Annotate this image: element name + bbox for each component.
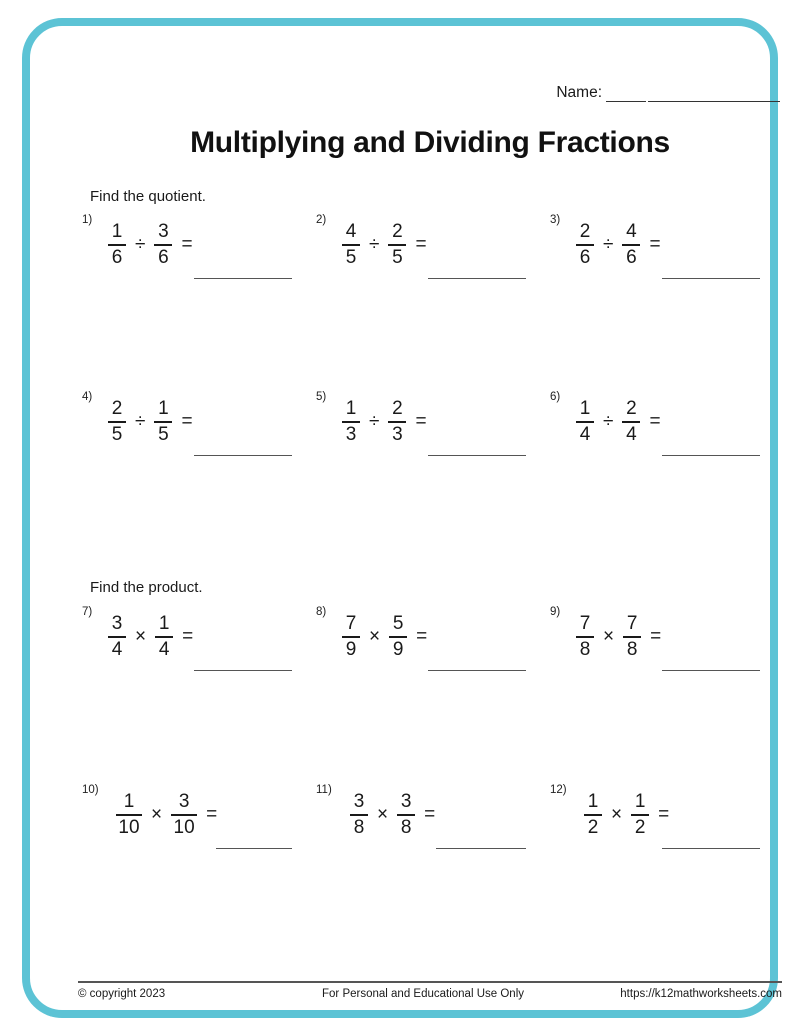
fraction-right xyxy=(622,222,640,268)
numerator: 2 xyxy=(392,221,403,243)
fraction-bar xyxy=(155,636,173,638)
operator-divide-icon: ÷ xyxy=(135,233,146,255)
fraction-bar xyxy=(108,244,126,246)
numerator: 4 xyxy=(626,221,637,243)
fraction-bar xyxy=(631,814,649,816)
equals-sign: = xyxy=(181,411,193,432)
problem-number: 2) xyxy=(316,214,327,226)
denominator: 10 xyxy=(173,816,195,838)
denominator: 4 xyxy=(158,638,170,660)
fraction-right xyxy=(622,399,640,445)
fraction-bar xyxy=(576,421,594,423)
numerator: 7 xyxy=(345,613,357,635)
answer-blank[interactable] xyxy=(216,848,292,849)
problem-number: 5) xyxy=(316,391,327,403)
numerator: 5 xyxy=(392,613,404,635)
numerator: 7 xyxy=(626,613,638,635)
worksheet-content xyxy=(78,66,782,1026)
numerator: 2 xyxy=(392,398,403,420)
denominator: 5 xyxy=(158,423,169,445)
footer-usage-notice: For Personal and Educational Use Only xyxy=(322,988,524,1000)
operator-multiply-icon: × xyxy=(151,803,163,825)
fraction-right xyxy=(623,614,641,660)
operator-multiply-icon: × xyxy=(369,625,381,647)
problem-number: 7) xyxy=(82,606,93,618)
problem-number: 12) xyxy=(550,784,567,796)
problem-number: 8) xyxy=(316,606,327,618)
fraction-bar xyxy=(171,814,197,816)
equals-sign: = xyxy=(415,411,427,432)
footer-url[interactable]: https://k12mathworksheets.com xyxy=(620,988,782,1000)
numerator: 3 xyxy=(178,791,190,813)
fraction-left xyxy=(108,399,126,445)
denominator: 5 xyxy=(392,246,403,268)
problem-expression xyxy=(576,393,661,451)
problem-number: 11) xyxy=(316,784,332,796)
page-title: Multiplying and Dividing Fractions xyxy=(190,126,670,159)
name-input-blank-second[interactable] xyxy=(648,87,780,102)
denominator: 6 xyxy=(579,246,591,268)
answer-blank[interactable] xyxy=(662,670,760,671)
fraction-right xyxy=(171,792,197,838)
problem-1 xyxy=(78,214,312,294)
fraction-bar xyxy=(576,244,594,246)
fraction-left xyxy=(108,222,126,268)
numerator: 1 xyxy=(123,791,135,813)
problem-2 xyxy=(312,214,546,294)
denominator: 2 xyxy=(587,816,599,838)
problem-expression xyxy=(108,608,193,666)
fraction-left xyxy=(584,792,602,838)
operator-divide-icon: ÷ xyxy=(369,233,380,255)
equals-sign: = xyxy=(182,626,194,647)
fraction-bar xyxy=(388,421,406,423)
fraction-bar xyxy=(622,244,640,246)
fraction-left xyxy=(576,614,594,660)
answer-blank[interactable] xyxy=(428,455,526,456)
answer-blank[interactable] xyxy=(194,670,292,671)
fraction-bar xyxy=(576,636,594,638)
operator-multiply-icon: × xyxy=(377,803,389,825)
problem-3 xyxy=(546,214,780,294)
fraction-left xyxy=(116,792,142,838)
equals-sign: = xyxy=(658,804,670,825)
fraction-left xyxy=(342,399,360,445)
fraction-right xyxy=(389,614,407,660)
problem-number: 3) xyxy=(550,214,561,226)
answer-blank[interactable] xyxy=(428,670,526,671)
denominator: 4 xyxy=(626,423,637,445)
fraction-bar xyxy=(342,244,360,246)
operator-divide-icon: ÷ xyxy=(369,410,380,432)
problem-row xyxy=(78,606,782,686)
equals-sign: = xyxy=(650,626,662,647)
denominator: 6 xyxy=(158,246,169,268)
denominator: 5 xyxy=(345,246,357,268)
problem-4 xyxy=(78,391,312,471)
numerator: 3 xyxy=(400,791,412,813)
fraction-bar xyxy=(397,814,415,816)
fraction-left xyxy=(108,614,126,660)
problem-number: 9) xyxy=(550,606,561,618)
answer-blank[interactable] xyxy=(662,278,760,279)
denominator: 5 xyxy=(111,423,123,445)
problem-expression xyxy=(350,786,435,844)
answer-blank[interactable] xyxy=(436,848,526,849)
fraction-right xyxy=(388,222,406,268)
problem-row xyxy=(78,214,782,294)
footer xyxy=(78,988,782,1010)
problem-12 xyxy=(546,784,780,864)
denominator: 8 xyxy=(353,816,365,838)
denominator: 2 xyxy=(634,816,646,838)
problem-row xyxy=(78,784,782,864)
denominator: 6 xyxy=(111,246,123,268)
numerator: 1 xyxy=(345,398,357,420)
fraction-bar xyxy=(108,421,126,423)
fraction-right xyxy=(155,614,173,660)
problem-expression xyxy=(108,393,193,451)
denominator: 9 xyxy=(345,638,357,660)
numerator: 3 xyxy=(111,613,123,635)
answer-blank[interactable] xyxy=(428,278,526,279)
numerator: 2 xyxy=(111,398,123,420)
fraction-right xyxy=(154,399,172,445)
fraction-bar xyxy=(388,244,406,246)
equals-sign: = xyxy=(416,626,428,647)
name-field-row xyxy=(556,84,780,102)
answer-blank[interactable] xyxy=(194,455,292,456)
fraction-right xyxy=(631,792,649,838)
fraction-bar xyxy=(623,636,641,638)
denominator: 3 xyxy=(392,423,403,445)
problem-5 xyxy=(312,391,546,471)
problem-number: 4) xyxy=(82,391,93,403)
numerator: 4 xyxy=(345,221,357,243)
problem-number: 6) xyxy=(550,391,561,403)
name-label: Name: xyxy=(556,84,602,101)
numerator: 1 xyxy=(158,613,170,635)
denominator: 3 xyxy=(345,423,357,445)
operator-multiply-icon: × xyxy=(611,803,623,825)
problem-9 xyxy=(546,606,780,686)
problem-number: 10) xyxy=(82,784,99,796)
fraction-bar xyxy=(342,636,360,638)
problem-expression xyxy=(584,786,669,844)
fraction-right xyxy=(397,792,415,838)
problem-8 xyxy=(312,606,546,686)
numerator: 1 xyxy=(634,791,646,813)
problem-expression xyxy=(116,786,217,844)
fraction-left xyxy=(350,792,368,838)
fraction-bar xyxy=(350,814,368,816)
numerator: 1 xyxy=(111,221,123,243)
answer-blank[interactable] xyxy=(194,278,292,279)
problem-6 xyxy=(546,391,780,471)
problem-expression xyxy=(342,393,427,451)
name-input-blank-first[interactable] xyxy=(606,87,646,102)
fraction-left xyxy=(342,222,360,268)
denominator: 4 xyxy=(111,638,123,660)
denominator: 6 xyxy=(626,246,637,268)
operator-divide-icon: ÷ xyxy=(603,410,614,432)
fraction-bar xyxy=(342,421,360,423)
problem-10 xyxy=(78,784,312,864)
section-label-quotient: Find the quotient. xyxy=(90,188,206,205)
numerator: 1 xyxy=(158,398,169,420)
denominator: 8 xyxy=(579,638,591,660)
problem-row xyxy=(78,391,782,471)
problem-expression xyxy=(108,216,193,274)
denominator: 4 xyxy=(579,423,591,445)
numerator: 3 xyxy=(158,221,169,243)
numerator: 3 xyxy=(353,791,365,813)
denominator: 8 xyxy=(400,816,412,838)
fraction-bar xyxy=(622,421,640,423)
fraction-bar xyxy=(108,636,126,638)
denominator: 9 xyxy=(392,638,404,660)
numerator: 1 xyxy=(587,791,599,813)
section-label-product: Find the product. xyxy=(90,579,203,596)
answer-blank[interactable] xyxy=(662,848,760,849)
denominator: 10 xyxy=(118,816,140,838)
numerator: 2 xyxy=(579,221,591,243)
fraction-left xyxy=(576,222,594,268)
problem-11 xyxy=(312,784,546,864)
fraction-left xyxy=(342,614,360,660)
numerator: 7 xyxy=(579,613,591,635)
footer-divider xyxy=(78,981,782,983)
denominator: 8 xyxy=(626,638,638,660)
problem-expression xyxy=(576,608,661,666)
equals-sign: = xyxy=(415,234,427,255)
problem-number: 1) xyxy=(82,214,93,226)
fraction-right xyxy=(388,399,406,445)
fraction-bar xyxy=(154,421,172,423)
answer-blank[interactable] xyxy=(662,455,760,456)
fraction-bar xyxy=(389,636,407,638)
fraction-bar xyxy=(584,814,602,816)
equals-sign: = xyxy=(649,411,661,432)
problem-7 xyxy=(78,606,312,686)
footer-copyright: © copyright 2023 xyxy=(78,988,166,1000)
equals-sign: = xyxy=(206,804,218,825)
problem-expression xyxy=(342,216,427,274)
fraction-right xyxy=(154,222,172,268)
equals-sign: = xyxy=(649,234,661,255)
fraction-bar xyxy=(154,244,172,246)
problem-expression xyxy=(576,216,661,274)
operator-divide-icon: ÷ xyxy=(135,410,146,432)
numerator: 2 xyxy=(626,398,637,420)
equals-sign: = xyxy=(181,234,193,255)
problem-expression xyxy=(342,608,427,666)
operator-multiply-icon: × xyxy=(135,625,147,647)
equals-sign: = xyxy=(424,804,436,825)
numerator: 1 xyxy=(579,398,591,420)
operator-multiply-icon: × xyxy=(603,625,615,647)
fraction-bar xyxy=(116,814,142,816)
page-border-frame xyxy=(22,18,782,1018)
operator-divide-icon: ÷ xyxy=(603,233,614,255)
fraction-left xyxy=(576,399,594,445)
